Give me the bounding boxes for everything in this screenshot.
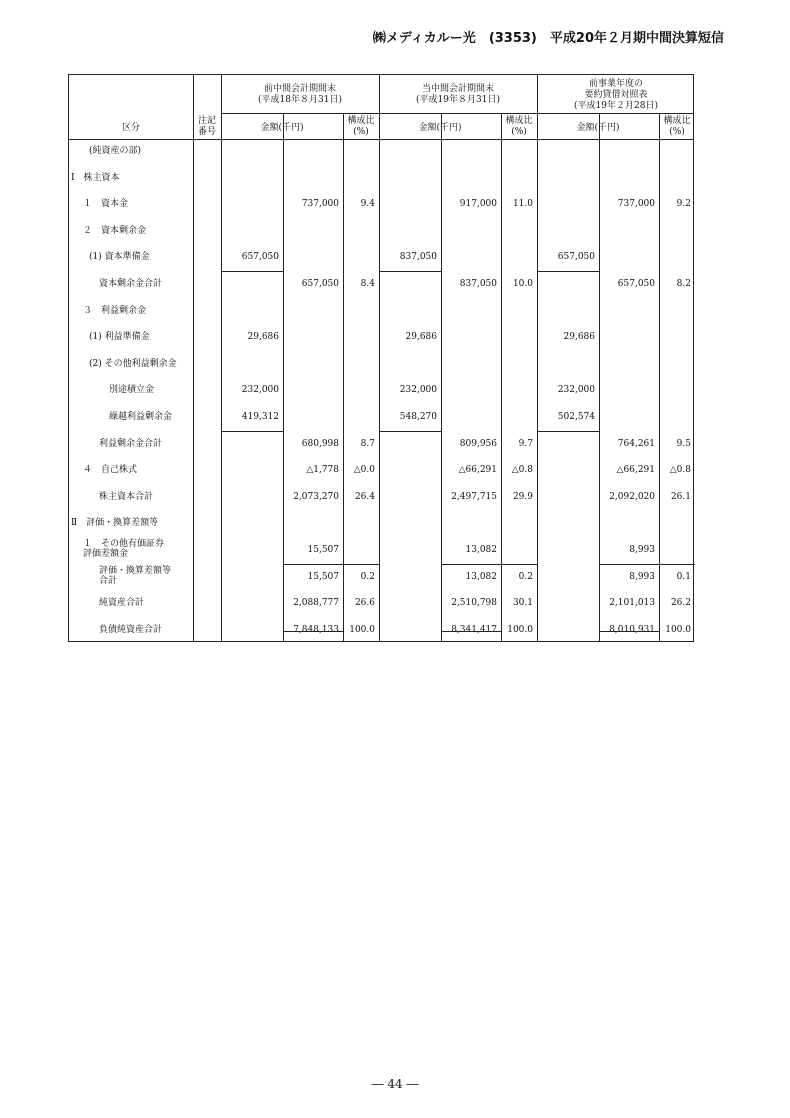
- total-value: 680,998: [301, 439, 339, 449]
- row-label: 負債純資産合計: [99, 625, 163, 635]
- ratio-value: 100.0: [507, 625, 533, 635]
- amount-value: 502,574: [557, 412, 595, 422]
- ratio-value: △0.8: [511, 465, 533, 475]
- grid-line: [343, 113, 344, 641]
- ratio-value: 9.4: [360, 199, 375, 209]
- report-title: 平成20年２月期中間決算短信: [549, 31, 724, 46]
- ratio-value: 29.9: [512, 492, 533, 502]
- ratio-value: 100.0: [349, 625, 375, 635]
- ratio-value: 9.7: [518, 439, 533, 449]
- ratio-value: 26.6: [354, 598, 375, 608]
- row-label: 株主資本合計: [99, 492, 154, 502]
- total-value: 8,993: [629, 545, 655, 555]
- ratio-value: 9.5: [676, 439, 691, 449]
- total-value: 837,050: [459, 279, 497, 289]
- total-value: 8,341,417: [451, 625, 497, 635]
- amount-value: 837,050: [399, 252, 437, 262]
- total-value: 15,507: [307, 572, 339, 582]
- amount-value: 657,050: [557, 252, 595, 262]
- total-value: △66,291: [458, 465, 497, 475]
- ratio-value: 26.2: [670, 598, 691, 608]
- period-title: 前事業年度の 要約貸借対照表 (平成19年２月28日): [574, 79, 658, 111]
- total-double-rule: [283, 631, 343, 632]
- column-header-amount: 金額(千円): [260, 123, 304, 133]
- period-title: 前中間会計期間末 (平成18年８月31日): [258, 84, 342, 105]
- row-label: Ⅱ 評価・換算差額等: [71, 518, 159, 528]
- total-value: 2,088,777: [293, 598, 339, 608]
- ratio-value: 9.2: [676, 199, 691, 209]
- total-value: 13,082: [465, 572, 497, 582]
- amount-value: 657,050: [241, 252, 279, 262]
- row-label: 資本剰余金合計: [99, 279, 163, 289]
- column-header-amount: 金額(千円): [576, 123, 620, 133]
- amount-value: 548,270: [399, 412, 437, 422]
- total-value: 8,010,931: [609, 625, 655, 635]
- subtotal-rule: [537, 271, 599, 272]
- ratio-value: 26.1: [670, 492, 691, 502]
- amount-value: 232,000: [557, 385, 595, 395]
- total-value: 737,000: [301, 199, 339, 209]
- grid-line: [193, 75, 194, 641]
- subtotal-rule: [441, 564, 537, 565]
- total-value: 2,510,798: [451, 598, 497, 608]
- total-value: 13,082: [465, 545, 497, 555]
- amount-value: 29,686: [405, 332, 437, 342]
- total-value: 917,000: [459, 199, 497, 209]
- ratio-value: 10.0: [512, 279, 533, 289]
- row-label: 繰越利益剰余金: [109, 412, 173, 422]
- total-double-rule: [441, 631, 501, 632]
- row-label: ３ 利益剰余金: [83, 306, 147, 316]
- ratio-value: 26.4: [354, 492, 375, 502]
- company-name: ㈱メディカルー光: [372, 31, 476, 46]
- grid-line: [69, 139, 693, 140]
- subtotal-rule: [379, 431, 441, 432]
- row-label: (2) その他利益剰余金: [89, 359, 177, 369]
- total-value: 657,050: [301, 279, 339, 289]
- row-label: ２ 資本剰余金: [83, 226, 147, 236]
- grid-line: [221, 75, 222, 641]
- ratio-value: 8.4: [360, 279, 375, 289]
- total-value: 15,507: [307, 545, 339, 555]
- total-value: 2,092,020: [609, 492, 655, 502]
- total-value: 809,956: [459, 439, 497, 449]
- column-header-note: 注記 番号: [197, 116, 216, 137]
- grid-line: [659, 113, 660, 641]
- subtotal-rule: [221, 271, 283, 272]
- ratio-value: 8.2: [676, 279, 691, 289]
- grid-line: [441, 113, 442, 641]
- report-header: [373, 27, 724, 46]
- total-value: 2,101,013: [609, 598, 655, 608]
- row-label: ４ 自己株式: [83, 465, 138, 475]
- row-label: 評価・換算差額等 合計: [99, 566, 172, 586]
- ratio-value: 8.7: [360, 439, 375, 449]
- row-label: Ⅰ 株主資本: [71, 173, 120, 183]
- amount-value: 232,000: [241, 385, 279, 395]
- column-header-ratio: 構成比 (%): [347, 116, 375, 137]
- row-label: (1) 資本準備金: [89, 252, 150, 262]
- ratio-value: 100.0: [665, 625, 691, 635]
- amount-value: 232,000: [399, 385, 437, 395]
- ratio-value: △0.8: [669, 465, 691, 475]
- column-header-ratio: 構成比 (%): [663, 116, 691, 137]
- column-header-amount: 金額(千円): [418, 123, 462, 133]
- total-value: 764,261: [617, 439, 655, 449]
- grid-line: [283, 113, 284, 641]
- total-value: 8,993: [629, 572, 655, 582]
- ratio-value: 11.0: [512, 199, 533, 209]
- row-label: １ 資本金: [83, 199, 129, 209]
- balance-sheet-table: [68, 74, 694, 642]
- row-label: 別途積立金: [109, 385, 155, 395]
- period-title: 当中間会計期間末 (平成19年８月31日): [416, 84, 500, 105]
- ratio-value: 0.2: [518, 572, 533, 582]
- ratio-value: 0.1: [676, 572, 691, 582]
- total-value: 657,050: [617, 279, 655, 289]
- total-value: 2,497,715: [451, 492, 497, 502]
- total-value: △1,778: [306, 465, 339, 475]
- grid-line: [221, 113, 693, 114]
- total-value: 7,848,133: [293, 625, 339, 635]
- row-label: (純資産の部): [89, 146, 142, 156]
- subtotal-rule: [221, 431, 283, 432]
- subtotal-rule: [379, 271, 441, 272]
- ratio-value: 30.1: [512, 598, 533, 608]
- total-value: 2,073,270: [293, 492, 339, 502]
- column-header-item: 区分: [121, 123, 140, 133]
- total-value: 737,000: [617, 199, 655, 209]
- row-label: １ その他有価証券 評価差額金: [83, 539, 165, 559]
- total-value: △66,291: [616, 465, 655, 475]
- grid-line: [537, 75, 538, 641]
- amount-value: 29,686: [563, 332, 595, 342]
- row-label: 純資産合計: [99, 598, 145, 608]
- grid-line: [599, 113, 600, 641]
- amount-value: 419,312: [241, 412, 279, 422]
- row-label: (1) 利益準備金: [89, 332, 150, 342]
- row-label: 利益剰余金合計: [99, 439, 163, 449]
- grid-line: [501, 113, 502, 641]
- subtotal-rule: [599, 564, 695, 565]
- subtotal-rule: [283, 564, 379, 565]
- grid-line: [379, 75, 380, 641]
- stock-code: (3353): [488, 31, 537, 46]
- page-number: ― 44 ―: [371, 1077, 419, 1091]
- total-double-rule: [599, 631, 659, 632]
- column-header-ratio: 構成比 (%): [505, 116, 533, 137]
- amount-value: 29,686: [247, 332, 279, 342]
- subtotal-rule: [537, 431, 599, 432]
- ratio-value: 0.2: [360, 572, 375, 582]
- ratio-value: △0.0: [353, 465, 375, 475]
